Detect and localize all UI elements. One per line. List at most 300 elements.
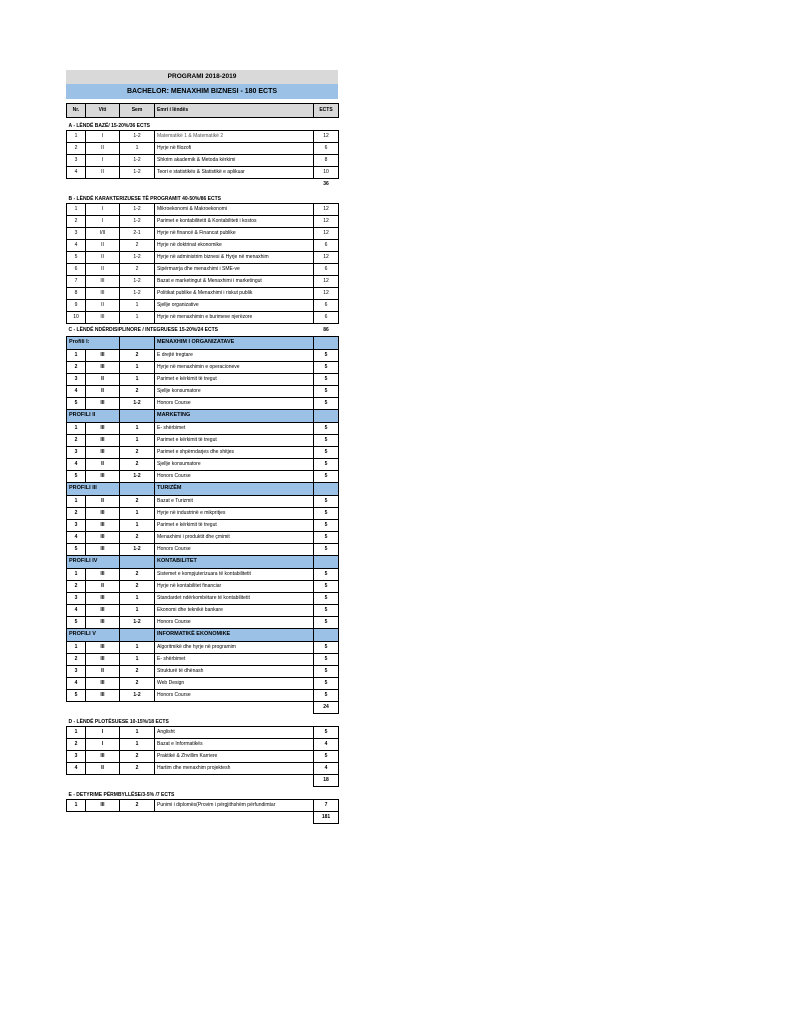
- course-semester: 1-2: [120, 398, 155, 410]
- section-title-row: [67, 714, 339, 727]
- course-number: 3: [67, 593, 86, 605]
- profile-spacer: [120, 410, 155, 423]
- course-number: 4: [67, 763, 86, 775]
- course-number: 4: [67, 459, 86, 471]
- course-row: [67, 739, 339, 751]
- profile-spacer: [120, 337, 155, 350]
- profile-spacer: [314, 410, 339, 423]
- course-ects: 12: [314, 204, 339, 216]
- profile-name: TURIZËM: [155, 483, 314, 496]
- course-row: [67, 447, 339, 459]
- course-semester: 1-2: [120, 252, 155, 264]
- course-name: Sjellje organizative: [155, 300, 314, 312]
- course-number: 4: [67, 605, 86, 617]
- course-name: Bazat e Turizmit: [155, 496, 314, 508]
- profile-spacer: [120, 629, 155, 642]
- course-semester: 2-1: [120, 228, 155, 240]
- course-semester: 2: [120, 496, 155, 508]
- course-name: Hyrje në menaxhimin e burimeve njerëzore: [155, 312, 314, 324]
- profile-header-row: [67, 483, 339, 496]
- course-semester: 1: [120, 435, 155, 447]
- course-name: Honors Course: [155, 617, 314, 629]
- course-name: Hyrje në financë & Financat publike: [155, 228, 314, 240]
- course-year: III: [86, 544, 120, 556]
- course-name: Strukturë të dhënash: [155, 666, 314, 678]
- course-name: Parimet e kontabilitetit & Kontabiliteti i kostos: [155, 216, 314, 228]
- course-name: Hyrje në industrinë e mikpritjes: [155, 508, 314, 520]
- course-row: [67, 471, 339, 483]
- course-name: Bazat e marketingut & Menaxhimi i marketingut: [155, 276, 314, 288]
- course-number: 1: [67, 131, 86, 143]
- course-year: III: [86, 362, 120, 374]
- course-name: Praktikë & Zhvillim Karriere: [155, 751, 314, 763]
- course-ects: 5: [314, 654, 339, 666]
- profile-header-row: [67, 337, 339, 350]
- total-spacer: [67, 179, 314, 191]
- course-ects: 5: [314, 569, 339, 581]
- course-semester: 2: [120, 763, 155, 775]
- course-number: 3: [67, 374, 86, 386]
- course-row: [67, 666, 339, 678]
- profile-spacer: [120, 483, 155, 496]
- course-year: I: [86, 155, 120, 167]
- course-ects: 5: [314, 386, 339, 398]
- course-semester: 2: [120, 459, 155, 471]
- course-row: [67, 727, 339, 739]
- course-row: [67, 642, 339, 654]
- course-year: III: [86, 447, 120, 459]
- course-year: II: [86, 143, 120, 155]
- course-number: 3: [67, 520, 86, 532]
- course-ects: 5: [314, 727, 339, 739]
- course-semester: 1-2: [120, 617, 155, 629]
- course-name: Ekonomi dhe teknikë bankare: [155, 605, 314, 617]
- course-year: II: [86, 459, 120, 471]
- section-title: E - DETYRIME PËRMBYLLËSE/3-5% /7 ECTS: [68, 792, 175, 798]
- course-semester: 2: [120, 751, 155, 763]
- course-number: 5: [67, 690, 86, 702]
- course-row: [67, 593, 339, 605]
- profile-code: PROFILI III: [67, 483, 120, 496]
- course-year: III: [86, 617, 120, 629]
- course-number: 3: [67, 447, 86, 459]
- course-semester: 1: [120, 508, 155, 520]
- course-number: 1: [67, 423, 86, 435]
- course-semester: 1: [120, 374, 155, 386]
- course-row: [67, 423, 339, 435]
- course-year: I/II: [86, 228, 120, 240]
- course-row: [67, 763, 339, 775]
- course-row: [67, 544, 339, 556]
- course-name: Parimet e kërkimit të tregut: [155, 520, 314, 532]
- course-number: 9: [67, 300, 86, 312]
- course-ects: 5: [314, 471, 339, 483]
- course-semester: 2: [120, 678, 155, 690]
- course-year: III: [86, 569, 120, 581]
- course-row: [67, 143, 339, 155]
- course-name: Hyrje në administrim biznesi & Hyrje në menaxhim: [155, 252, 314, 264]
- course-number: 2: [67, 435, 86, 447]
- course-ects: 12: [314, 228, 339, 240]
- course-semester: 2: [120, 447, 155, 459]
- course-name: Parimet e kërkimit të tregut: [155, 435, 314, 447]
- course-year: I: [86, 131, 120, 143]
- course-row: [67, 131, 339, 143]
- profile-name: MARKETING: [155, 410, 314, 423]
- course-year: II: [86, 496, 120, 508]
- course-year: II: [86, 240, 120, 252]
- course-ects: 12: [314, 131, 339, 143]
- profile-code: PROFILI V: [67, 629, 120, 642]
- course-ects: 5: [314, 751, 339, 763]
- profile-spacer: [314, 337, 339, 350]
- course-row: [67, 617, 339, 629]
- course-semester: 1: [120, 520, 155, 532]
- section-total: 181: [314, 812, 339, 824]
- column-header-viti: Viti: [86, 104, 120, 118]
- course-ects: 5: [314, 642, 339, 654]
- course-name: Menaxhimi i produktit dhe çmimit: [155, 532, 314, 544]
- profile-code: Profili I:: [67, 337, 120, 350]
- profile-code: PROFILI II: [67, 410, 120, 423]
- profile-spacer: [314, 483, 339, 496]
- course-row: [67, 678, 339, 690]
- course-ects: 5: [314, 520, 339, 532]
- course-semester: 1: [120, 143, 155, 155]
- course-number: 3: [67, 751, 86, 763]
- course-name: Politikat publike & Menaxhimi i riskut publik: [155, 288, 314, 300]
- course-semester: 1: [120, 300, 155, 312]
- course-year: III: [86, 398, 120, 410]
- course-number: 4: [67, 678, 86, 690]
- column-header-sem: Sem: [120, 104, 155, 118]
- section-total: 36: [323, 181, 329, 188]
- course-ects: 6: [314, 240, 339, 252]
- course-row: [67, 496, 339, 508]
- section-total: 18: [314, 775, 339, 787]
- course-semester: 1: [120, 423, 155, 435]
- course-number: 4: [67, 532, 86, 544]
- course-semester: 2: [120, 350, 155, 362]
- profile-spacer: [314, 556, 339, 569]
- course-number: 7: [67, 276, 86, 288]
- course-number: 10: [67, 312, 86, 324]
- section-title: A - LËNDË BAZË/ 15-20%/36 ECTS: [68, 123, 151, 129]
- course-year: III: [86, 276, 120, 288]
- course-year: III: [86, 532, 120, 544]
- course-name: Hartim dhe menaxhim projektesh: [155, 763, 314, 775]
- course-name: Sjellje konsumatore: [155, 459, 314, 471]
- course-semester: 1-2: [120, 288, 155, 300]
- course-ects: 5: [314, 581, 339, 593]
- section-title-row: [67, 118, 339, 131]
- course-name: Standardet ndërkombëtare të kontabilitetit: [155, 593, 314, 605]
- course-semester: 2: [120, 800, 155, 812]
- course-name: E- shërbimet: [155, 423, 314, 435]
- course-number: 2: [67, 508, 86, 520]
- curriculum-document: [66, 70, 338, 824]
- course-number: 2: [67, 362, 86, 374]
- course-row: [67, 300, 339, 312]
- course-name: Algoritmikë dhe hyrje në programim: [155, 642, 314, 654]
- course-row: [67, 216, 339, 228]
- degree-title: BACHELOR: MENAXHIM BIZNESI - 180 ECTS: [66, 84, 338, 99]
- course-name: Anglisht: [155, 727, 314, 739]
- course-year: III: [86, 654, 120, 666]
- course-ects: 5: [314, 435, 339, 447]
- course-year: III: [86, 508, 120, 520]
- course-year: III: [86, 642, 120, 654]
- course-semester: 2: [120, 569, 155, 581]
- course-name: Sistemet e kompjuterizuara të kontabilitetit: [155, 569, 314, 581]
- course-row: [67, 264, 339, 276]
- course-semester: 1: [120, 312, 155, 324]
- profile-header-row: [67, 410, 339, 423]
- course-number: 5: [67, 398, 86, 410]
- total-spacer: [67, 702, 314, 714]
- course-row: [67, 312, 339, 324]
- course-year: III: [86, 751, 120, 763]
- section-total-row: [67, 775, 339, 787]
- course-year: III: [86, 350, 120, 362]
- course-semester: 2: [120, 240, 155, 252]
- course-year: III: [86, 423, 120, 435]
- column-header-nr: Nr.: [67, 104, 86, 118]
- course-name: Honors Course: [155, 544, 314, 556]
- course-number: 1: [67, 800, 86, 812]
- course-ects: 5: [314, 423, 339, 435]
- course-name: Parimet e shpërndarjes dhe shitjes: [155, 447, 314, 459]
- course-name: Honors Course: [155, 471, 314, 483]
- course-semester: 1: [120, 727, 155, 739]
- profile-header-row: [67, 629, 339, 642]
- course-ects: 5: [314, 508, 339, 520]
- course-ects: 5: [314, 496, 339, 508]
- course-semester: 2: [120, 264, 155, 276]
- course-ects: 6: [314, 143, 339, 155]
- course-row: [67, 167, 339, 179]
- course-ects: 5: [314, 447, 339, 459]
- section-total-row: [67, 179, 339, 191]
- column-header-row: [67, 104, 339, 118]
- course-ects: 5: [314, 350, 339, 362]
- column-header-subject: Emri i lëndës: [155, 104, 314, 118]
- course-ects: 4: [314, 763, 339, 775]
- course-year: III: [86, 520, 120, 532]
- course-number: 8: [67, 288, 86, 300]
- course-row: [67, 276, 339, 288]
- course-ects: 5: [314, 362, 339, 374]
- section-title-row: [67, 324, 339, 337]
- course-number: 5: [67, 471, 86, 483]
- curriculum-table-body: [67, 104, 339, 824]
- course-year: I: [86, 204, 120, 216]
- course-row: [67, 569, 339, 581]
- course-semester: 1-2: [120, 544, 155, 556]
- course-semester: 1-2: [120, 690, 155, 702]
- course-ects: 5: [314, 593, 339, 605]
- course-name: E- shërbimet: [155, 654, 314, 666]
- course-ects: 12: [314, 288, 339, 300]
- course-ects: 10: [314, 167, 339, 179]
- course-semester: 1-2: [120, 155, 155, 167]
- course-ects: 12: [314, 216, 339, 228]
- course-row: [67, 751, 339, 763]
- course-number: 1: [67, 204, 86, 216]
- column-header-ects: ECTS: [314, 104, 339, 118]
- course-name: Sjellje konsumatore: [155, 386, 314, 398]
- course-row: [67, 605, 339, 617]
- course-row: [67, 800, 339, 812]
- section-title: D - LËNDË PLOTËSUESE 10-15%/18 ECTS: [68, 719, 169, 725]
- course-row: [67, 520, 339, 532]
- course-year: II: [86, 581, 120, 593]
- course-number: 1: [67, 642, 86, 654]
- course-semester: 1-2: [120, 276, 155, 288]
- course-ects: 8: [314, 155, 339, 167]
- course-number: 2: [67, 143, 86, 155]
- course-number: 1: [67, 496, 86, 508]
- course-semester: 2: [120, 532, 155, 544]
- course-name: Hyrje në doktrinat ekonomike: [155, 240, 314, 252]
- course-ects: 5: [314, 678, 339, 690]
- section-c-total: 24: [314, 702, 339, 714]
- course-name: Honors Course: [155, 690, 314, 702]
- course-number: 3: [67, 155, 86, 167]
- course-number: 6: [67, 264, 86, 276]
- course-name: Web Design: [155, 678, 314, 690]
- course-number: 5: [67, 252, 86, 264]
- course-year: II: [86, 763, 120, 775]
- profile-name: MENAXHIM I ORGANIZATAVE: [155, 337, 314, 350]
- course-year: III: [86, 435, 120, 447]
- course-name: Honors Course: [155, 398, 314, 410]
- course-ects: 6: [314, 264, 339, 276]
- course-number: 4: [67, 240, 86, 252]
- course-year: II: [86, 666, 120, 678]
- course-ects: 12: [314, 252, 339, 264]
- course-ects: 5: [314, 605, 339, 617]
- course-year: III: [86, 471, 120, 483]
- course-row: [67, 398, 339, 410]
- course-semester: 1: [120, 739, 155, 751]
- course-row: [67, 435, 339, 447]
- course-ects: 5: [314, 532, 339, 544]
- profile-header-row: [67, 556, 339, 569]
- course-year: I: [86, 727, 120, 739]
- section-total-row: [67, 812, 339, 824]
- course-semester: 1-2: [120, 131, 155, 143]
- profile-spacer: [314, 629, 339, 642]
- course-number: 1: [67, 569, 86, 581]
- course-name: Teori e statistikës & Statistikë e aplikuar: [155, 167, 314, 179]
- course-semester: 2: [120, 386, 155, 398]
- course-year: III: [86, 800, 120, 812]
- total-spacer: [67, 812, 314, 824]
- section-title-row: [67, 191, 339, 204]
- course-row: [67, 581, 339, 593]
- course-name: Hyrje në filozofi: [155, 143, 314, 155]
- course-semester: 1-2: [120, 471, 155, 483]
- course-row: [67, 459, 339, 471]
- course-ects: 5: [314, 617, 339, 629]
- course-number: 2: [67, 581, 86, 593]
- course-year: II: [86, 386, 120, 398]
- course-row: [67, 654, 339, 666]
- course-row: [67, 228, 339, 240]
- course-year: II: [86, 167, 120, 179]
- course-ects: 12: [314, 276, 339, 288]
- course-row: [67, 690, 339, 702]
- course-ects: 5: [314, 690, 339, 702]
- course-semester: 1: [120, 362, 155, 374]
- course-number: 4: [67, 386, 86, 398]
- course-semester: 1: [120, 642, 155, 654]
- course-row: [67, 288, 339, 300]
- course-ects: 5: [314, 374, 339, 386]
- course-year: I: [86, 216, 120, 228]
- section-title: C - LËNDË NDËRDISIPLINORE / INTEGRUESE 15-20%/24 ECTS: [68, 327, 218, 333]
- course-semester: 1: [120, 605, 155, 617]
- course-name: Hyrje në kontabilitet financiar: [155, 581, 314, 593]
- course-number: 5: [67, 544, 86, 556]
- course-year: II: [86, 252, 120, 264]
- course-number: 2: [67, 654, 86, 666]
- course-name: Bazat e Informatikës: [155, 739, 314, 751]
- course-name: Shkrim akademik & Metoda kërkimi: [155, 155, 314, 167]
- course-ects: 5: [314, 666, 339, 678]
- profile-spacer: [120, 556, 155, 569]
- course-semester: 1-2: [120, 204, 155, 216]
- course-number: 1: [67, 727, 86, 739]
- course-year: III: [86, 678, 120, 690]
- course-semester: 2: [120, 581, 155, 593]
- course-number: 2: [67, 739, 86, 751]
- course-name: E drejtë tregtare: [155, 350, 314, 362]
- course-number: 2: [67, 216, 86, 228]
- course-semester: 1-2: [120, 167, 155, 179]
- course-name: Hyrje në menaxhimin e operacioneve: [155, 362, 314, 374]
- course-ects: 5: [314, 459, 339, 471]
- section-c-total-row: [67, 702, 339, 714]
- profile-name: INFORMATIKË EKONOMIKE: [155, 629, 314, 642]
- course-semester: 1-2: [120, 216, 155, 228]
- course-row: [67, 240, 339, 252]
- course-name: Matematikë 1 & Matematikë 2: [155, 131, 314, 143]
- course-ects: 6: [314, 312, 339, 324]
- course-number: 3: [67, 228, 86, 240]
- course-row: [67, 386, 339, 398]
- profile-code: PROFILI IV: [67, 556, 120, 569]
- program-title: PROGRAMI 2018-2019: [66, 70, 338, 84]
- course-year: III: [86, 593, 120, 605]
- course-row: [67, 374, 339, 386]
- course-year: II: [86, 300, 120, 312]
- course-year: III: [86, 312, 120, 324]
- course-row: [67, 508, 339, 520]
- course-name: Mikroekonomi & Makroekonomi: [155, 204, 314, 216]
- course-number: 1: [67, 350, 86, 362]
- course-number: 5: [67, 617, 86, 629]
- course-row: [67, 362, 339, 374]
- course-number: 4: [67, 167, 86, 179]
- course-semester: 1: [120, 593, 155, 605]
- curriculum-table: [66, 103, 339, 824]
- course-semester: 1: [120, 654, 155, 666]
- course-row: [67, 155, 339, 167]
- course-name: Parimet e kërkimit të tregut: [155, 374, 314, 386]
- course-year: III: [86, 690, 120, 702]
